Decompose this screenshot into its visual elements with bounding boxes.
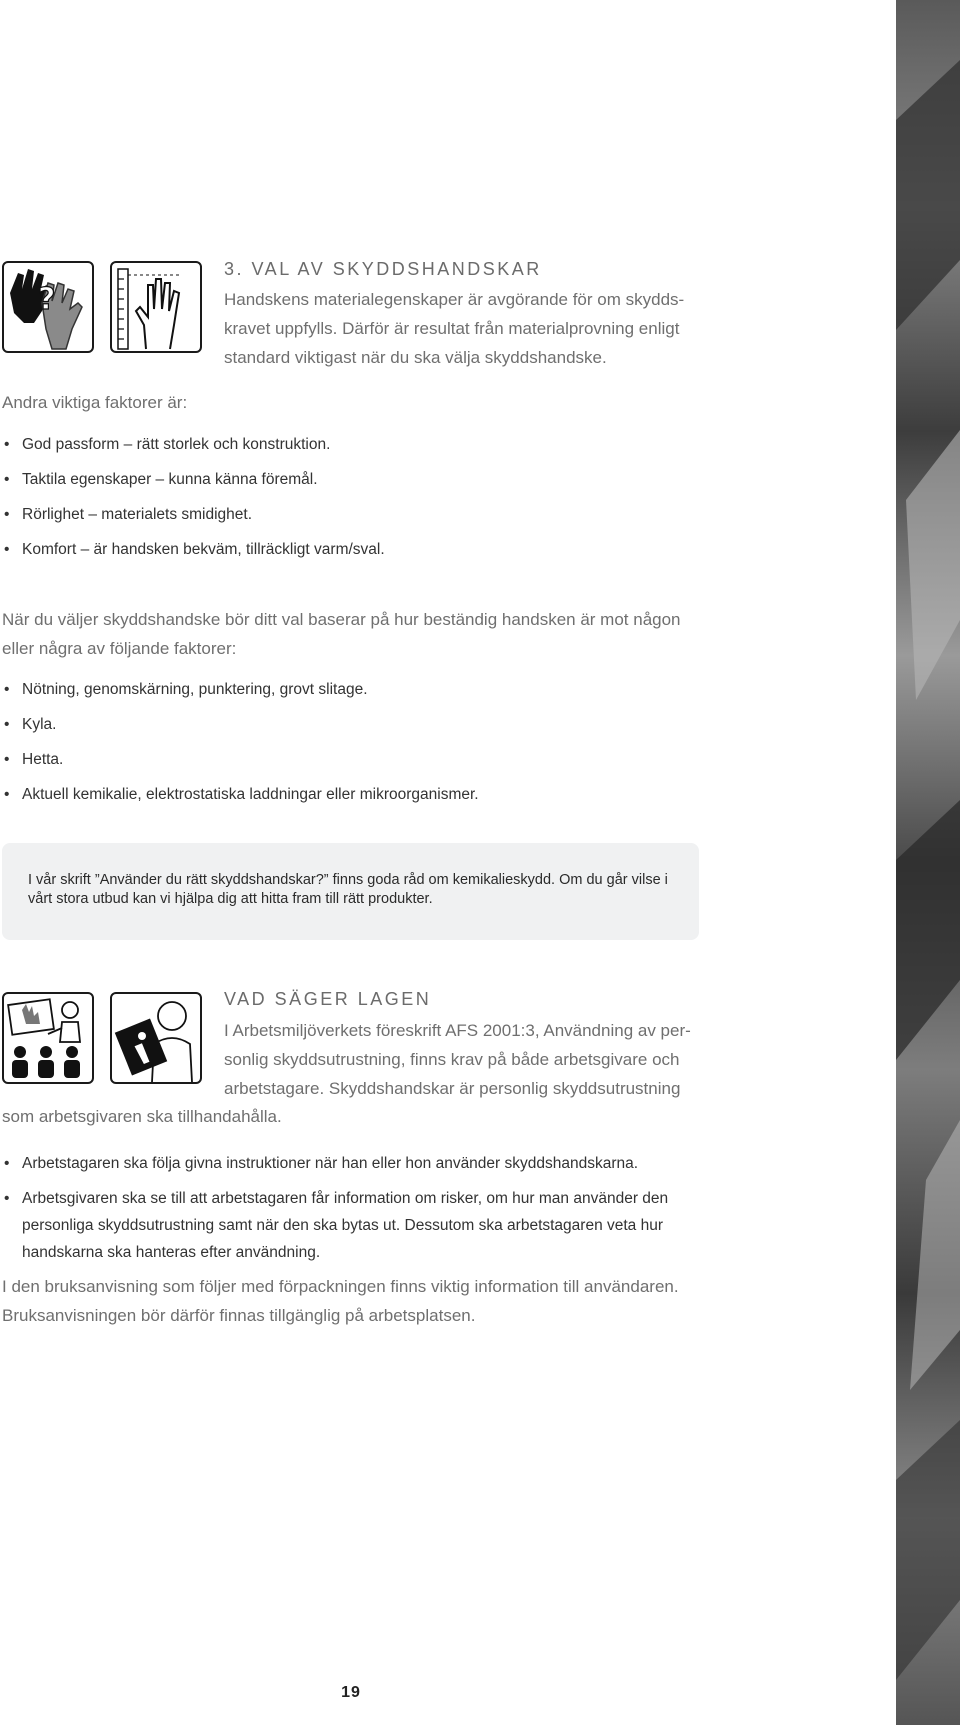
closing-paragraph: I den bruksanvisning som följer med förpackningen finns viktig information till användaren. Bruksanvisningen bör därför finnas tillgänglig på arbetsplatsen. [2, 1277, 679, 1325]
resistance-list [2, 681, 479, 821]
section-heading-choice: 3. VAL AV SKYDDSHANDSKAR [224, 259, 542, 279]
list-item: • Arbetstagaren ska följa givna instruktioner när han eller hon använder skyddshandskarna. [2, 1150, 692, 1177]
factors-lead: Andra viktiga faktorer är: [2, 393, 188, 412]
list-item: • Hetta. [2, 751, 479, 786]
list-item: • Aktuell kemikalie, elektrostatiska laddningar eller mikroorganismer. [2, 786, 479, 821]
list-item: • Rörlighet – materialets smidighet. [2, 506, 385, 541]
section-intro-law-continued: som arbetsgivaren ska tillhandahålla. [2, 1107, 282, 1126]
list-item: • Arbetsgivaren ska se till att arbetstagaren får information om risker, om hur man använder den personliga skyddsutrustning samt när den ska bytas ut. Dessutom ska arbetstagaren veta hur handskarna ska hanteras efter användning. [2, 1185, 692, 1266]
info-note-text: I vår skrift ”Använder du rätt skyddshandskar?” finns goda råd om kemikalieskydd. Om du går vilse i vårt stora utbud kan vi hjälpa dig att hitta fram till rätt produkter. [28, 872, 668, 907]
svg-text:?: ? [38, 282, 56, 317]
list-item: • Kyla. [2, 716, 479, 751]
information-sign-icon [110, 992, 202, 1084]
law-requirements-list [2, 1150, 692, 1266]
info-note-box [2, 843, 699, 940]
list-item: • God passform – rätt storlek och konstruktion. [2, 436, 385, 471]
list-item: • Komfort – är handsken bekväm, tillräckligt varm/sval. [2, 541, 385, 576]
resistance-lead: När du väljer skyddshandske bör ditt val baserar på hur beständig handsken är mot någon eller några av följande faktorer: [2, 610, 681, 658]
page-number: 19 [341, 1684, 361, 1701]
list-item: • Nötning, genomskärning, punktering, grovt slitage. [2, 681, 479, 716]
list-item: • Taktila egenskaper – kunna känna föremål. [2, 471, 385, 506]
section-intro-choice: Handskens materialegenskaper är avgörande för om skydds-kravet uppfylls. Därför är resultat från materialprovning enligt standard viktigast när du ska välja skyddshandske. [224, 290, 685, 367]
decorative-photo-strip [896, 0, 960, 1725]
training-presentation-icon [2, 992, 94, 1084]
section-heading-law: VAD SÄGER LAGEN [224, 989, 432, 1009]
section-intro-law: I Arbetsmiljöverkets föreskrift AFS 2001:3, Användning av per-sonlig skyddsutrustning, finns krav på både arbetsgivare och arbetstagare. Skyddshandskar är personlig skyddsutrustning [224, 1021, 691, 1098]
factors-list [2, 436, 385, 576]
gloves-question-icon [2, 261, 94, 353]
hand-size-chart-icon [110, 261, 202, 353]
photo-strip-graphic [896, 0, 960, 1725]
